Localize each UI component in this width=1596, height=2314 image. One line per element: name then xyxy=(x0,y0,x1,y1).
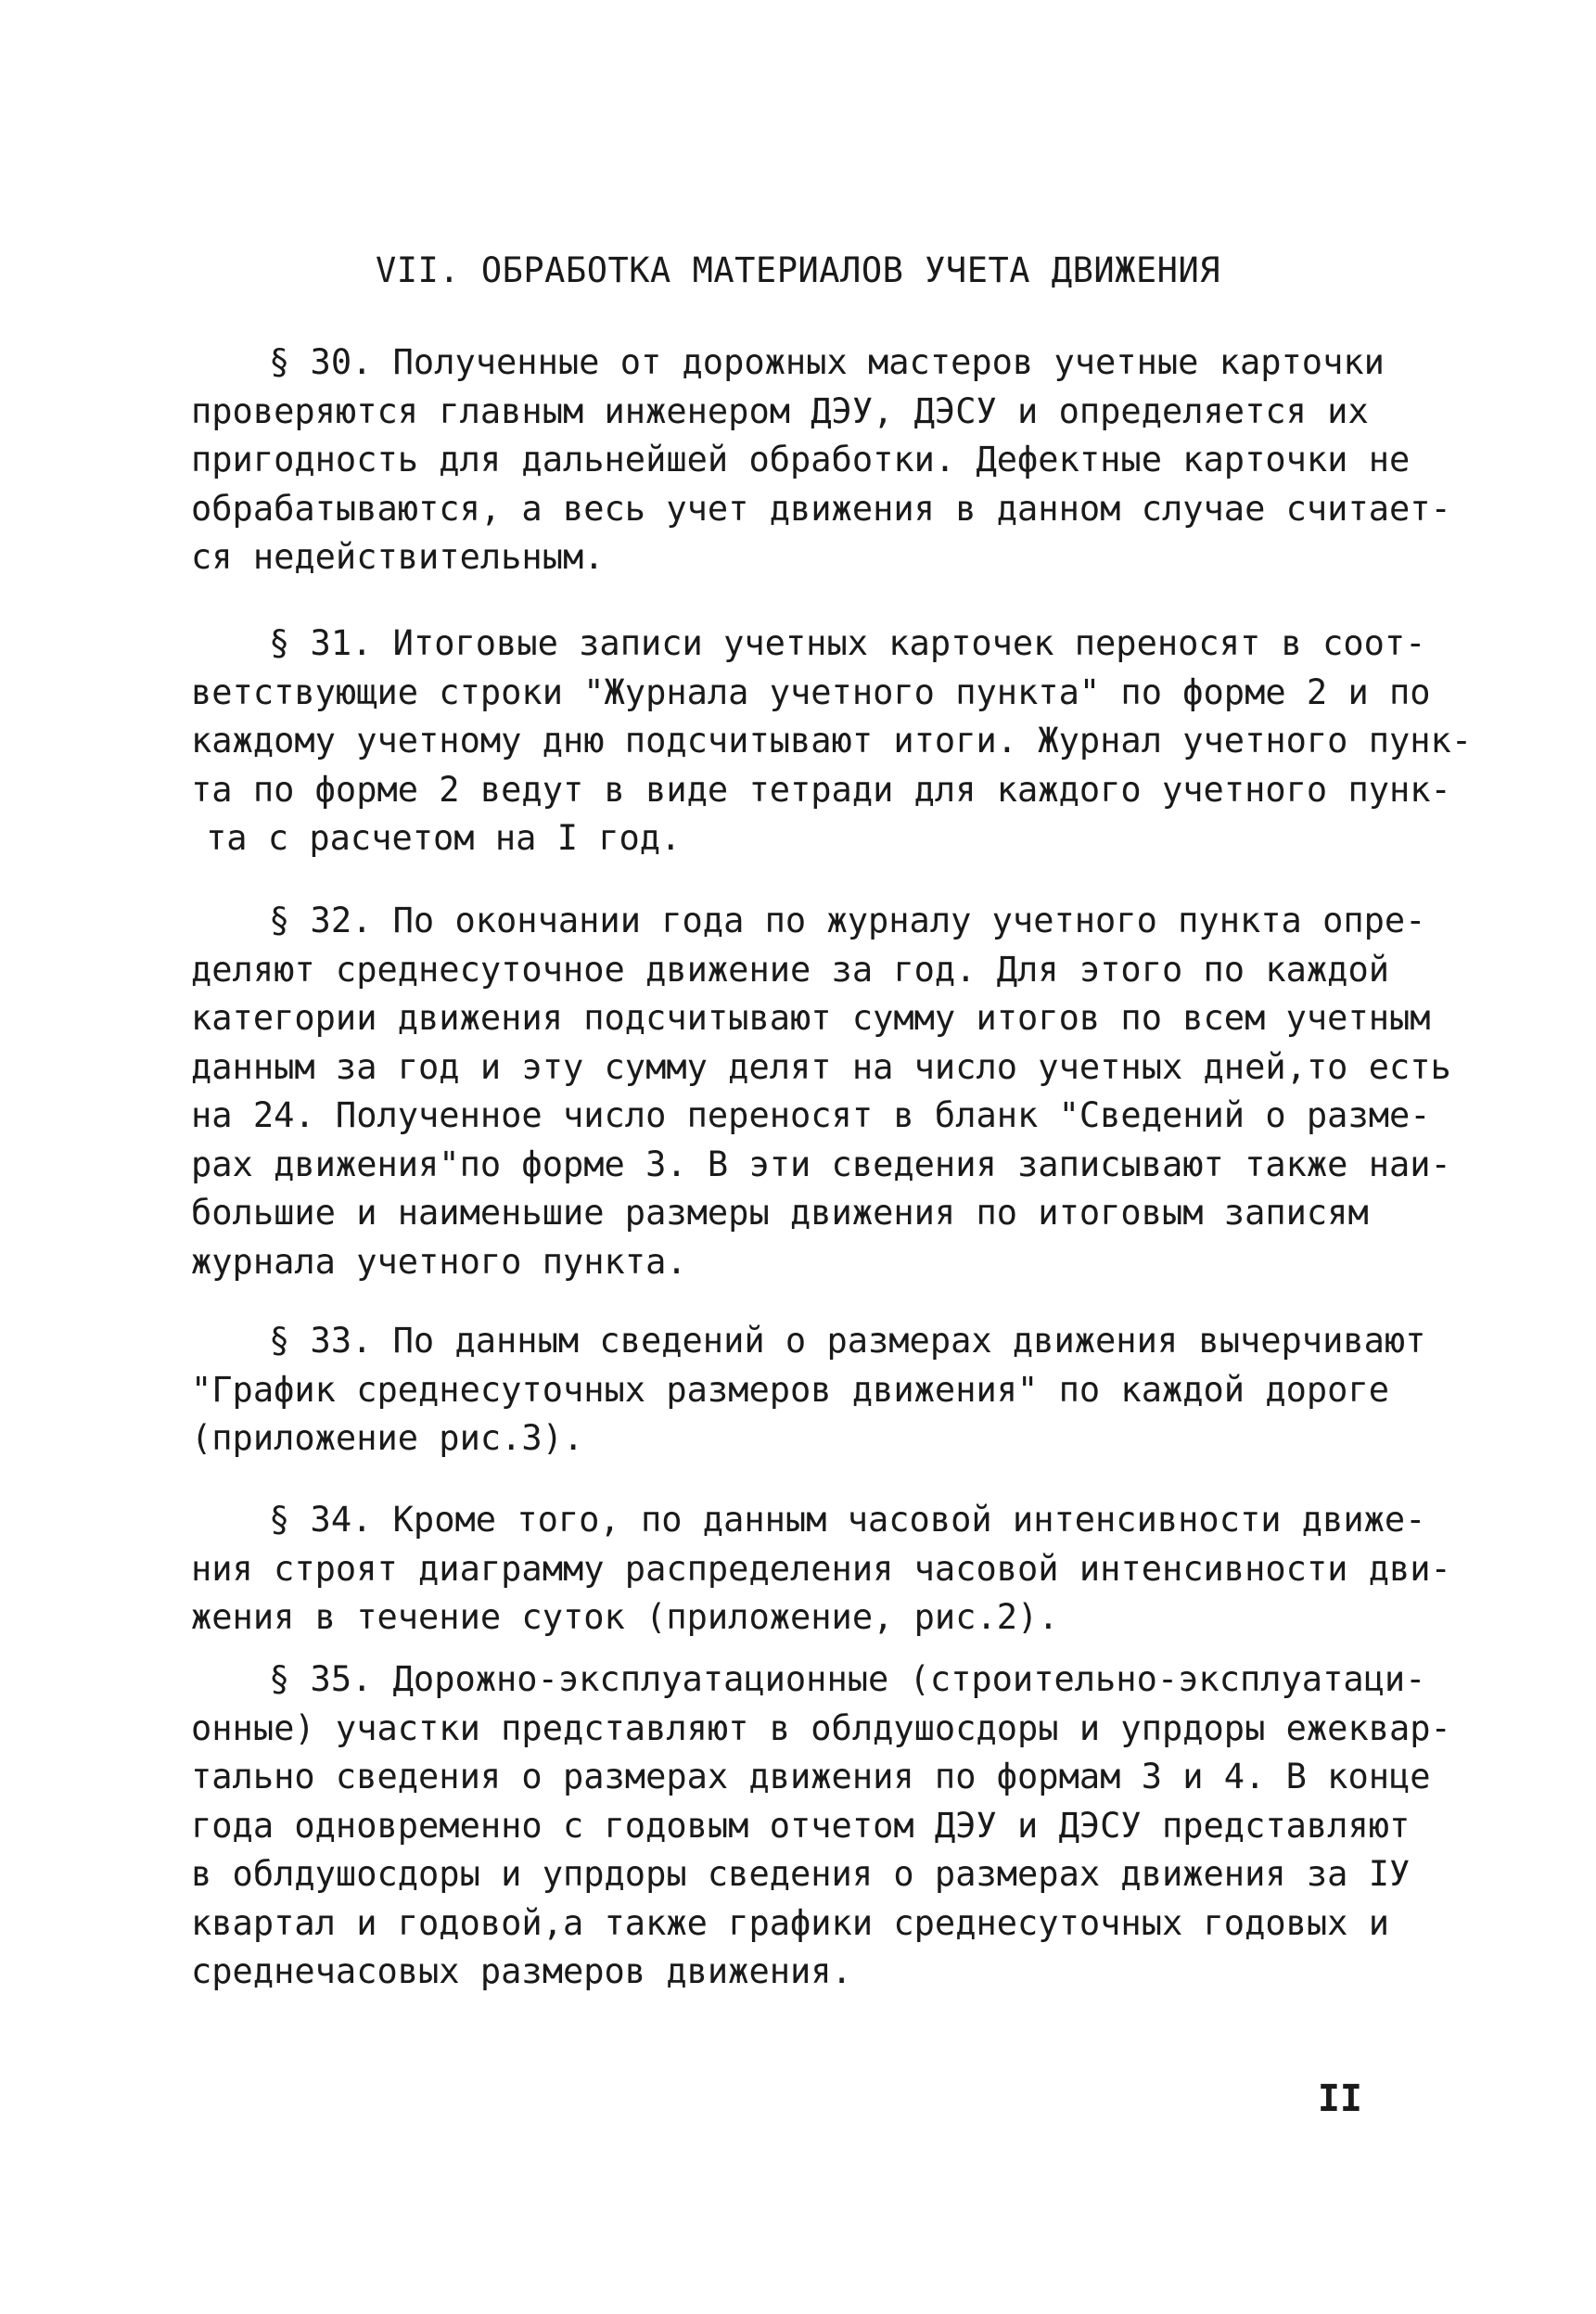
text-line: ния строят диаграмму распределения часовой интенсивности дви- xyxy=(191,1548,1451,1589)
text-line: та по форме 2 ведут в виде тетради для каждого учетного пунк- xyxy=(191,769,1451,810)
text-line: § 34. Кроме того, по данным часовой интенсивности движе- xyxy=(269,1500,1426,1540)
text-line: (приложение рис.3). xyxy=(191,1418,584,1458)
text-line: каждому учетному дню подсчитывают итоги. Журнал учетного пунк- xyxy=(191,721,1473,761)
text-line: обрабатываются, а весь учет движения в данном случае считает- xyxy=(191,488,1451,529)
text-line: квартал и годовой,а также графики среднесуточных годовых и xyxy=(191,1902,1390,1943)
text-line: рах движения"по форме 3. В эти сведения записывают также наи- xyxy=(191,1144,1451,1184)
text-line: журнала учетного пункта. xyxy=(191,1241,687,1282)
text-line: категории движения подсчитывают сумму итогов по всем учетным xyxy=(191,998,1431,1038)
text-line: ся недействительным. xyxy=(191,537,605,577)
text-line: § 31. Итоговые записи учетных карточек переносят в соот- xyxy=(269,623,1426,663)
text-line: та с расчетом на I год. xyxy=(206,818,682,858)
text-line: проверяются главным инженером ДЭУ, ДЭСУ и определяется их xyxy=(191,390,1369,431)
section-heading: VII. ОБРАБОТКА МАТЕРИАЛОВ УЧЕТА ДВИЖЕНИЯ xyxy=(375,250,1221,290)
text-line: в облдушосдоры и упрдоры сведения о размерах движения за IУ xyxy=(191,1854,1411,1894)
text-line: деляют среднесуточное движение за год. Для этого по каждой xyxy=(191,949,1390,990)
text-line: § 32. По окончании года по журналу учетного пункта опре- xyxy=(269,901,1426,940)
text-line: § 33. По данным сведений о размерах движения вычерчивают xyxy=(269,1321,1426,1361)
paragraph-30 xyxy=(191,339,1451,582)
text-line: § 30. Полученные от дорожных мастеров учетные карточки xyxy=(269,342,1385,382)
text-line: среднечасовых размеров движения. xyxy=(191,1951,852,1991)
page-number: II xyxy=(1317,2077,1362,2120)
paragraph-34 xyxy=(191,1496,1451,1643)
text-line: пригодность для дальнейшей обработки. Дефектные карточки не xyxy=(191,440,1411,479)
text-line: "График среднесуточных размеров движения" по каждой дороге xyxy=(191,1369,1390,1410)
text-line: § 35. Дорожно-эксплуатационные (строительно-эксплуатаци- xyxy=(269,1659,1426,1699)
text-line: онные) участки представляют в облдушосдоры и упрдоры ежеквар- xyxy=(191,1707,1451,1748)
text-line: тально сведения о размерах движения по формам 3 и 4. В конце xyxy=(191,1757,1431,1796)
text-line: большие и наименьшие размеры движения по итоговым записям xyxy=(191,1193,1369,1233)
paragraph-35 xyxy=(191,1656,1451,1997)
text-line: жения в течение суток (приложение, рис.2). xyxy=(191,1597,1059,1637)
paragraph-31 xyxy=(191,620,1473,863)
paragraph-32 xyxy=(191,897,1451,1286)
text-line: на 24. Полученное число переносят в бланк "Сведений о разме- xyxy=(191,1095,1431,1135)
text-line: ветствующие строки "Журнала учетного пункта" по форме 2 и по xyxy=(191,671,1431,712)
text-line: данным за год и эту сумму делят на число учетных дней,то есть xyxy=(191,1046,1451,1087)
paragraph-33 xyxy=(191,1317,1426,1464)
text-line: года одновременно с годовым отчетом ДЭУ и ДЭСУ представляют xyxy=(191,1805,1411,1846)
